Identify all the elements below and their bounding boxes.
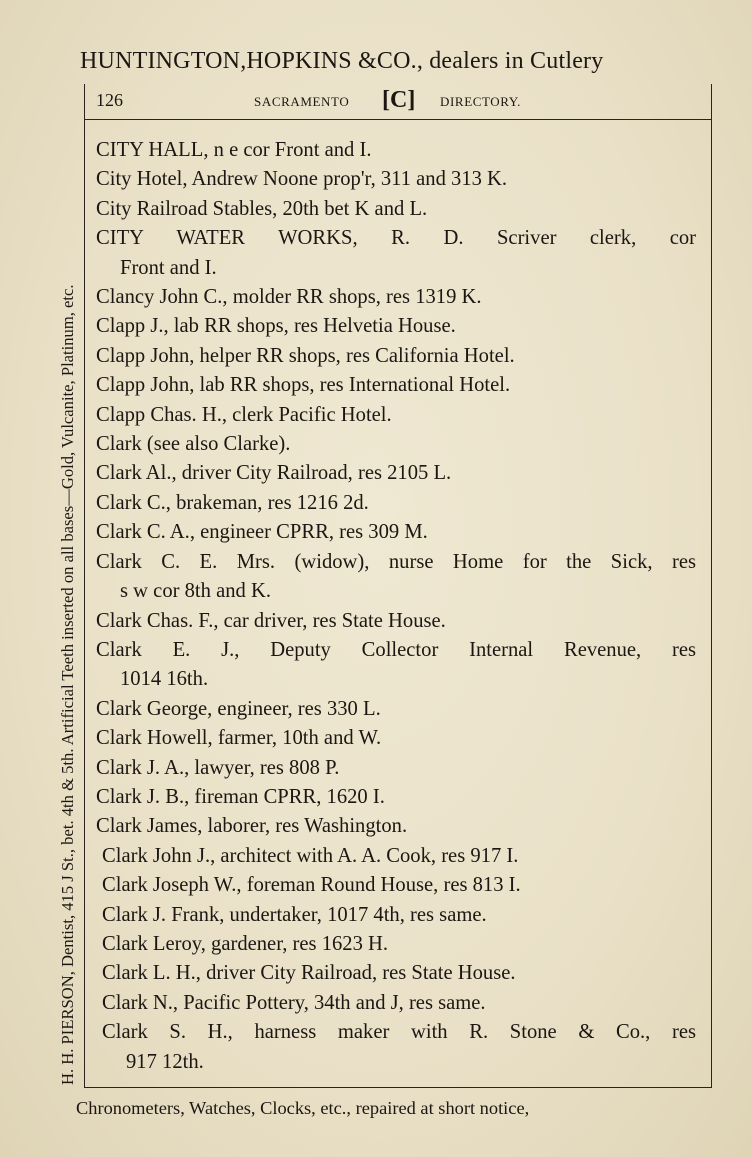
- entry-line: City Hotel, Andrew Noone prop'r, 311 and 313 K.: [96, 168, 508, 191]
- directory-entry: [96, 283, 696, 312]
- entry-line: CITY WATER WORKS, R. D. Scriver clerk, cor: [96, 227, 696, 250]
- entry-continuation-line: 1014 16th.: [120, 668, 209, 691]
- directory-entry: [96, 724, 696, 753]
- entry-continuation-line: s w cor 8th and K.: [120, 580, 271, 603]
- page-number: 126: [96, 90, 123, 110]
- entry-continuation-line: Front and I.: [120, 256, 217, 279]
- entry-line: City Railroad Stables, 20th bet K and L.: [96, 197, 428, 220]
- entry-line: Clark Joseph W., foreman Round House, res 813 I.: [102, 874, 521, 897]
- entry-line: Clark S. H., harness maker with R. Stone & Co., res: [102, 1021, 696, 1044]
- directory-entry: [96, 930, 696, 959]
- entry-line: Clark J. A., lawyer, res 808 P.: [96, 756, 340, 779]
- entry-line: Clancy John C., molder RR shops, res 1319 K.: [96, 286, 482, 309]
- entry-line: Clark L. H., driver City Railroad, res State House.: [102, 962, 516, 985]
- entry-line: Clark George, engineer, res 330 L.: [96, 697, 381, 720]
- top-advertisement: HUNTINGTON,HOPKINS &CO., dealers in Cutlery: [80, 48, 604, 74]
- directory-entry: [96, 136, 696, 165]
- entry-line: Clark J. Frank, undertaker, 1017 4th, res same.: [102, 903, 487, 926]
- directory-entry: [96, 195, 696, 224]
- entry-line: Clapp John, lab RR shops, res International Hotel.: [96, 374, 511, 397]
- entry-line: Clark John J., architect with A. A. Cook, res 917 I.: [102, 844, 519, 867]
- entry-line: Clark N., Pacific Pottery, 34th and J, res same.: [102, 991, 486, 1014]
- entry-line: Clapp Chas. H., clerk Pacific Hotel.: [96, 403, 392, 426]
- entry-line: Clark James, laborer, res Washington.: [96, 815, 408, 838]
- entry-line: Clark C., brakeman, res 1216 2d.: [96, 491, 369, 514]
- directory-entry: [96, 812, 696, 841]
- directory-entry: [96, 371, 696, 400]
- directory-entry: [96, 459, 696, 488]
- entry-line: Clark C. A., engineer CPRR, res 309 M.: [96, 521, 428, 544]
- entry-line: Clark (see also Clarke).: [96, 433, 291, 456]
- entry-line: Clark E. J., Deputy Collector Internal Revenue, res: [96, 638, 696, 661]
- directory-entry: [96, 989, 696, 1018]
- directory-entry: [96, 224, 696, 283]
- directory-entry: [96, 695, 696, 724]
- entry-line: Clark J. B., fireman CPRR, 1620 I.: [96, 785, 385, 808]
- running-header: [84, 88, 712, 120]
- directory-entry: [96, 489, 696, 518]
- entry-continuation-line: 917 12th.: [126, 1050, 204, 1073]
- entry-line: Clark Leroy, gardener, res 1623 H.: [102, 932, 389, 955]
- bottom-advertisement: Chronometers, Watches, Clocks, etc., repaired at short notice,: [76, 1098, 530, 1118]
- directory-entry: [96, 959, 696, 988]
- directory-entry: [96, 783, 696, 812]
- running-header-directory: DIRECTORY.: [440, 94, 522, 109]
- section-letter: [C]: [382, 87, 416, 113]
- directory-entry: [96, 518, 696, 547]
- side-advertisement: H. H. PIERSON, Dentist, 415 J St., bet. 4th & 5th. Artificial Teeth inserted on all bases—Gold, Vulcanite, Platinum, etc.: [58, 284, 77, 1085]
- entry-line: Clark Chas. F., car driver, res State House.: [96, 609, 446, 632]
- entry-line: Clark Howell, farmer, 10th and W.: [96, 727, 382, 750]
- directory-entry: [96, 871, 696, 900]
- directory-entry: [96, 901, 696, 930]
- directory-entry: [96, 401, 696, 430]
- directory-entry: [96, 1018, 696, 1077]
- directory-entry: [96, 636, 696, 695]
- entry-line: Clark C. E. Mrs. (widow), nurse Home for the Sick, res: [96, 550, 696, 573]
- directory-entry: [96, 312, 696, 341]
- entry-line: Clapp John, helper RR shops, res California Hotel.: [96, 344, 515, 367]
- directory-entry: [96, 165, 696, 194]
- entry-line: Clapp J., lab RR shops, res Helvetia House.: [96, 315, 456, 338]
- running-header-city: SACRAMENTO: [254, 94, 350, 109]
- directory-entry: [96, 842, 696, 871]
- entry-line: CITY HALL, n e cor Front and I.: [96, 139, 372, 161]
- entry-line: Clark Al., driver City Railroad, res 2105 L.: [96, 462, 452, 485]
- directory-entry: [96, 754, 696, 783]
- directory-entry: [96, 607, 696, 636]
- directory-entry: [96, 342, 696, 371]
- directory-entry: [96, 430, 696, 459]
- directory-entries: [96, 136, 696, 1077]
- directory-entry: [96, 548, 696, 607]
